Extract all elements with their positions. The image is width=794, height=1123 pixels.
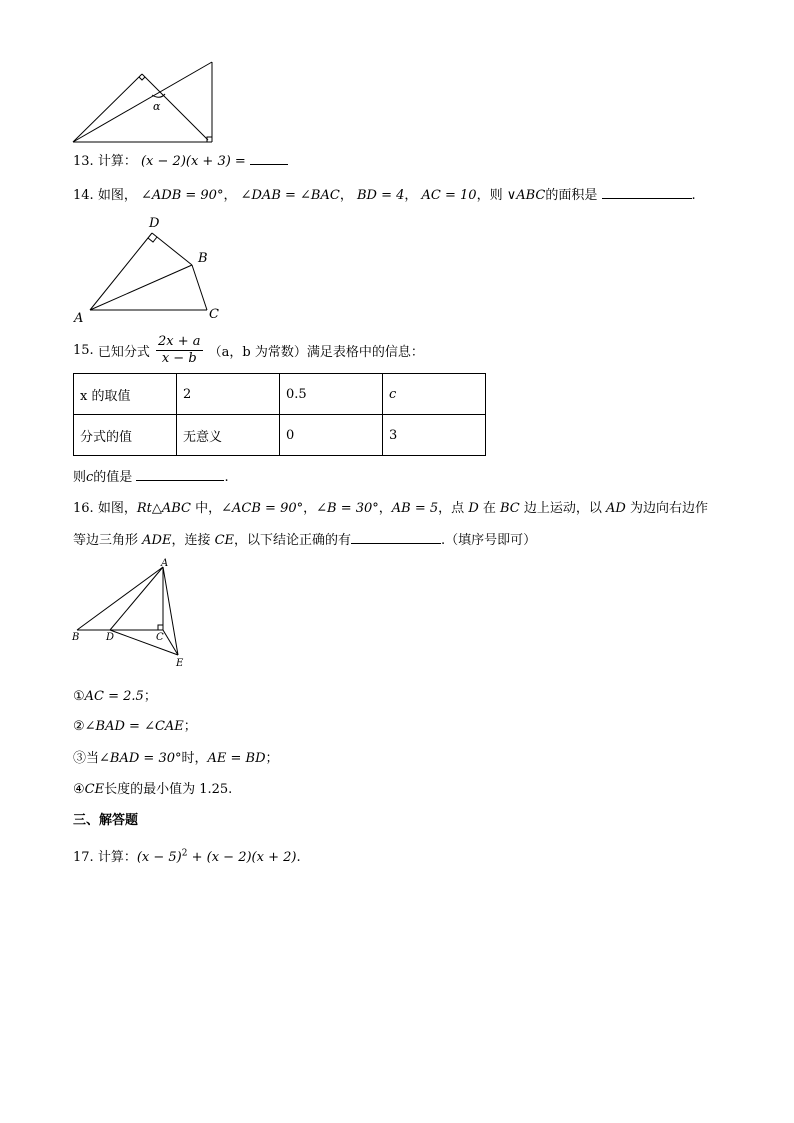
q14-cond2: ∠DAB = ∠BAC bbox=[240, 188, 340, 203]
q17-number: 17. bbox=[73, 850, 94, 865]
q13-expression: (x − 2)(x + 3) = bbox=[140, 154, 246, 169]
q17-expr-a: (x − 5) bbox=[136, 850, 182, 865]
q16-math: CE bbox=[214, 533, 235, 548]
q14-sep1: ， bbox=[223, 188, 237, 203]
fig16-line-AB bbox=[77, 567, 163, 630]
question-15 bbox=[73, 334, 424, 367]
fig16-label-B: B bbox=[72, 632, 80, 643]
fig16-line-DE bbox=[110, 630, 178, 655]
fig14-right-angle bbox=[148, 237, 157, 242]
q16-math: ∠ACB = 90° bbox=[221, 501, 304, 516]
q16-math: ADE bbox=[142, 533, 172, 548]
fig16-label-D: D bbox=[106, 632, 115, 643]
table-cell: 0.5 bbox=[280, 374, 383, 415]
q16-text: 等边三角形 bbox=[73, 533, 143, 548]
q15-answer-line bbox=[73, 466, 229, 485]
table-cell: c bbox=[383, 374, 486, 415]
q15-number: 15. bbox=[73, 343, 94, 358]
q16-math: AB = 5 bbox=[391, 501, 439, 516]
option-math: AC = 2.5 bbox=[84, 689, 144, 704]
fig14-label-D: D bbox=[149, 216, 160, 231]
q15-after-end: . bbox=[224, 470, 229, 485]
option-tail: ； bbox=[265, 751, 279, 766]
fig14-label-A: A bbox=[74, 311, 84, 325]
q15-numerator: 2x + a bbox=[157, 334, 201, 349]
q14-cond1: ∠ADB = 90° bbox=[140, 188, 224, 203]
fig14-line-AD bbox=[90, 233, 152, 310]
table-cell: x 的取值 bbox=[74, 374, 177, 415]
option-mark: ① bbox=[73, 689, 85, 704]
q16-text: 中， bbox=[190, 501, 222, 516]
q16-text: ，以下结论正确的有 bbox=[234, 533, 352, 548]
q16-option-3 bbox=[73, 747, 279, 766]
q13-lead: 计算： bbox=[97, 154, 137, 169]
q16-text: 边上运动，以 bbox=[519, 501, 607, 516]
option-pre: 当 bbox=[86, 751, 100, 766]
q16-option-1 bbox=[73, 685, 157, 704]
option-math-2: AE = BD bbox=[207, 751, 266, 766]
table-cell: 2 bbox=[177, 374, 280, 415]
table-row bbox=[74, 415, 486, 456]
option-mark: ② bbox=[73, 719, 85, 734]
q14-answer-blank[interactable] bbox=[602, 186, 692, 199]
q15-denominator: x − b bbox=[161, 351, 197, 366]
q16-text: .（填序号即可） bbox=[441, 533, 537, 548]
fig16-label-C: C bbox=[156, 632, 164, 643]
q14-cond3: BD = 4 bbox=[356, 188, 405, 203]
q15-lead: 已知分式 bbox=[97, 345, 150, 360]
table-cell: 3 bbox=[383, 415, 486, 456]
q16-text: 如图， bbox=[97, 501, 137, 516]
fig14-line-AB bbox=[90, 265, 192, 310]
question-17 bbox=[73, 846, 301, 865]
q16-math: Rt△ABC bbox=[136, 501, 191, 516]
q16-answer-blank[interactable] bbox=[351, 531, 441, 544]
option-mark: ④ bbox=[73, 782, 85, 797]
q16-option-4 bbox=[73, 778, 232, 797]
q14-sep3: ， bbox=[404, 188, 418, 203]
top-triangle-figure bbox=[70, 58, 215, 146]
q15-after-tail: 的值是 bbox=[93, 470, 133, 485]
option-tail: 长度的最小值为 1.25. bbox=[104, 782, 233, 797]
q14-cond4: AC = 10 bbox=[421, 188, 477, 203]
q16-number: 16. bbox=[73, 501, 94, 516]
q15-table bbox=[73, 373, 486, 456]
q17-exponent: 2 bbox=[181, 848, 188, 859]
option-tail: ； bbox=[183, 719, 197, 734]
q15-paren: （a，b 为常数）满足表格中的信息： bbox=[208, 345, 424, 360]
q16-text: 为边向右边作 bbox=[625, 501, 708, 516]
q16-text: ，点 bbox=[438, 501, 469, 516]
question-16-line-2 bbox=[73, 529, 536, 548]
q16-text: 在 bbox=[478, 501, 501, 516]
table-row bbox=[74, 374, 486, 415]
q15-answer-blank[interactable] bbox=[136, 468, 224, 481]
q17-expr-b: + (x − 2)(x + 2) bbox=[187, 850, 297, 865]
table-cell: 0 bbox=[280, 415, 383, 456]
q16-math: AD bbox=[606, 501, 626, 516]
fig16-label-E: E bbox=[176, 658, 184, 669]
top-fig-line-hyp bbox=[142, 74, 208, 140]
question-14 bbox=[73, 184, 696, 203]
table-cell: 分式的值 bbox=[74, 415, 177, 456]
q14-sep2: ， bbox=[339, 188, 353, 203]
table-cell: 无意义 bbox=[177, 415, 280, 456]
question-13 bbox=[73, 150, 288, 169]
q16-text: ，连接 bbox=[171, 533, 215, 548]
fig16-right-angle bbox=[158, 625, 163, 630]
option-mid: 时， bbox=[181, 751, 208, 766]
fig16-line-AD bbox=[110, 567, 163, 630]
q17-lead: 计算： bbox=[97, 850, 137, 865]
q14-tail: 的面积是 bbox=[545, 188, 598, 203]
question-16-line-1 bbox=[73, 497, 708, 516]
q16-text: ， bbox=[378, 501, 392, 516]
option-math: ∠BAD = 30° bbox=[99, 751, 182, 766]
figure-16 bbox=[70, 558, 200, 670]
q14-number: 14. bbox=[73, 188, 94, 203]
q15-fraction bbox=[156, 334, 203, 367]
section-3-heading: 三、解答题 bbox=[73, 813, 139, 828]
q14-triangle: ∨ABC bbox=[506, 188, 546, 203]
fig14-label-B: B bbox=[198, 251, 208, 266]
q16-math: ∠B = 30° bbox=[316, 501, 379, 516]
fig14-line-DB bbox=[152, 233, 192, 265]
fig16-label-A: A bbox=[161, 558, 169, 569]
q14-lead: 如图， bbox=[97, 188, 137, 203]
q16-text: ， bbox=[303, 501, 317, 516]
q15-after-var: c bbox=[86, 470, 94, 485]
q14-sep4: ，则 bbox=[476, 188, 503, 203]
figure-14 bbox=[70, 210, 230, 325]
option-mark: ③ bbox=[73, 751, 87, 766]
option-math: CE bbox=[84, 782, 105, 797]
fig14-line-BC bbox=[192, 265, 207, 310]
top-fig-right-angle-1 bbox=[139, 77, 145, 80]
q17-end: . bbox=[296, 850, 301, 865]
q13-number: 13. bbox=[73, 154, 94, 169]
q16-option-2 bbox=[73, 715, 197, 734]
q14-end: . bbox=[691, 188, 696, 203]
option-math: ∠BAD = ∠CAE bbox=[84, 719, 184, 734]
q16-math: D bbox=[468, 501, 479, 516]
option-tail: ； bbox=[143, 689, 157, 704]
q16-math: BC bbox=[500, 501, 520, 516]
q13-answer-blank[interactable] bbox=[250, 152, 288, 165]
q15-after-lead: 则 bbox=[73, 470, 87, 485]
fig14-label-C: C bbox=[209, 307, 219, 322]
alpha-label: α bbox=[153, 100, 161, 113]
